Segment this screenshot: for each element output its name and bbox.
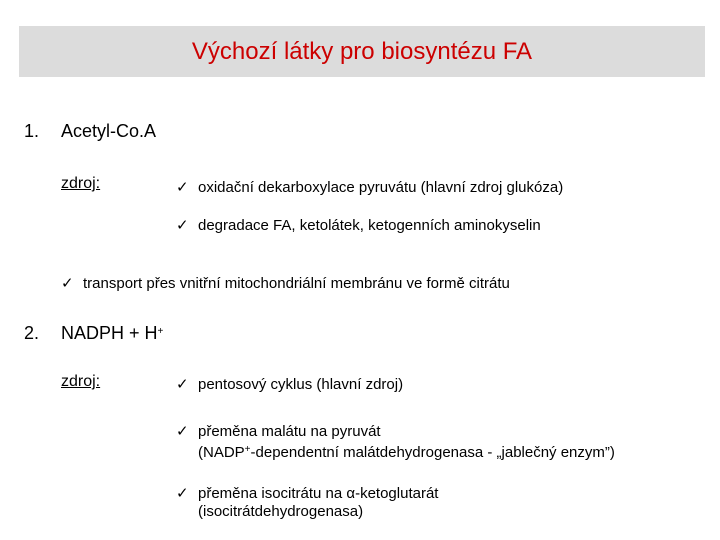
section-1-item-text: oxidační dekarboxylace pyruvátu (hlavní zdroj glukóza) (198, 179, 564, 196)
section-2-item-text-line2 (198, 441, 615, 462)
section-1-number: 1. (24, 121, 40, 141)
nadp-sup: + (244, 444, 251, 455)
section-2-item-text: přeměna isocitrátu na α-ketoglutarát (198, 485, 439, 502)
section-2-source-label: zdroj: (61, 373, 101, 390)
section-1-item-text: degradace FA, ketolátek, ketogenních aminokyselin (198, 217, 541, 234)
section-2-item-text-line2: (isocitrátdehydrogenasa) (198, 503, 364, 520)
check-icon: ✓ (176, 423, 189, 440)
check-icon: ✓ (176, 485, 189, 502)
section-2-heading-sup: + (157, 326, 164, 337)
check-icon: ✓ (176, 217, 189, 234)
section-2-item-text: pentosový cyklus (hlavní zdroj) (198, 376, 404, 393)
section-1-source-label: zdroj: (61, 175, 101, 192)
title-bar (19, 26, 705, 77)
section-2-heading (61, 323, 163, 344)
check-icon: ✓ (176, 376, 189, 393)
nadp-rest-text: -dependentní malátdehydrogenasa - „jablečný enzym”) (250, 444, 615, 461)
check-icon: ✓ (176, 179, 189, 196)
section-1-heading: Acetyl-Co.A (61, 121, 157, 141)
section-1-transport-text: transport přes vnitřní mitochondriální membránu ve formě citrátu (83, 275, 510, 292)
section-2-heading-text: NADPH + H (61, 323, 158, 343)
section-2-item-text: přeměna malátu na pyruvát (198, 423, 381, 440)
nadp-text: (NADP (198, 444, 245, 461)
section-2-number: 2. (24, 323, 40, 343)
check-icon: ✓ (61, 275, 74, 292)
slide-title: Výchozí látky pro biosyntézu FA (191, 38, 533, 65)
